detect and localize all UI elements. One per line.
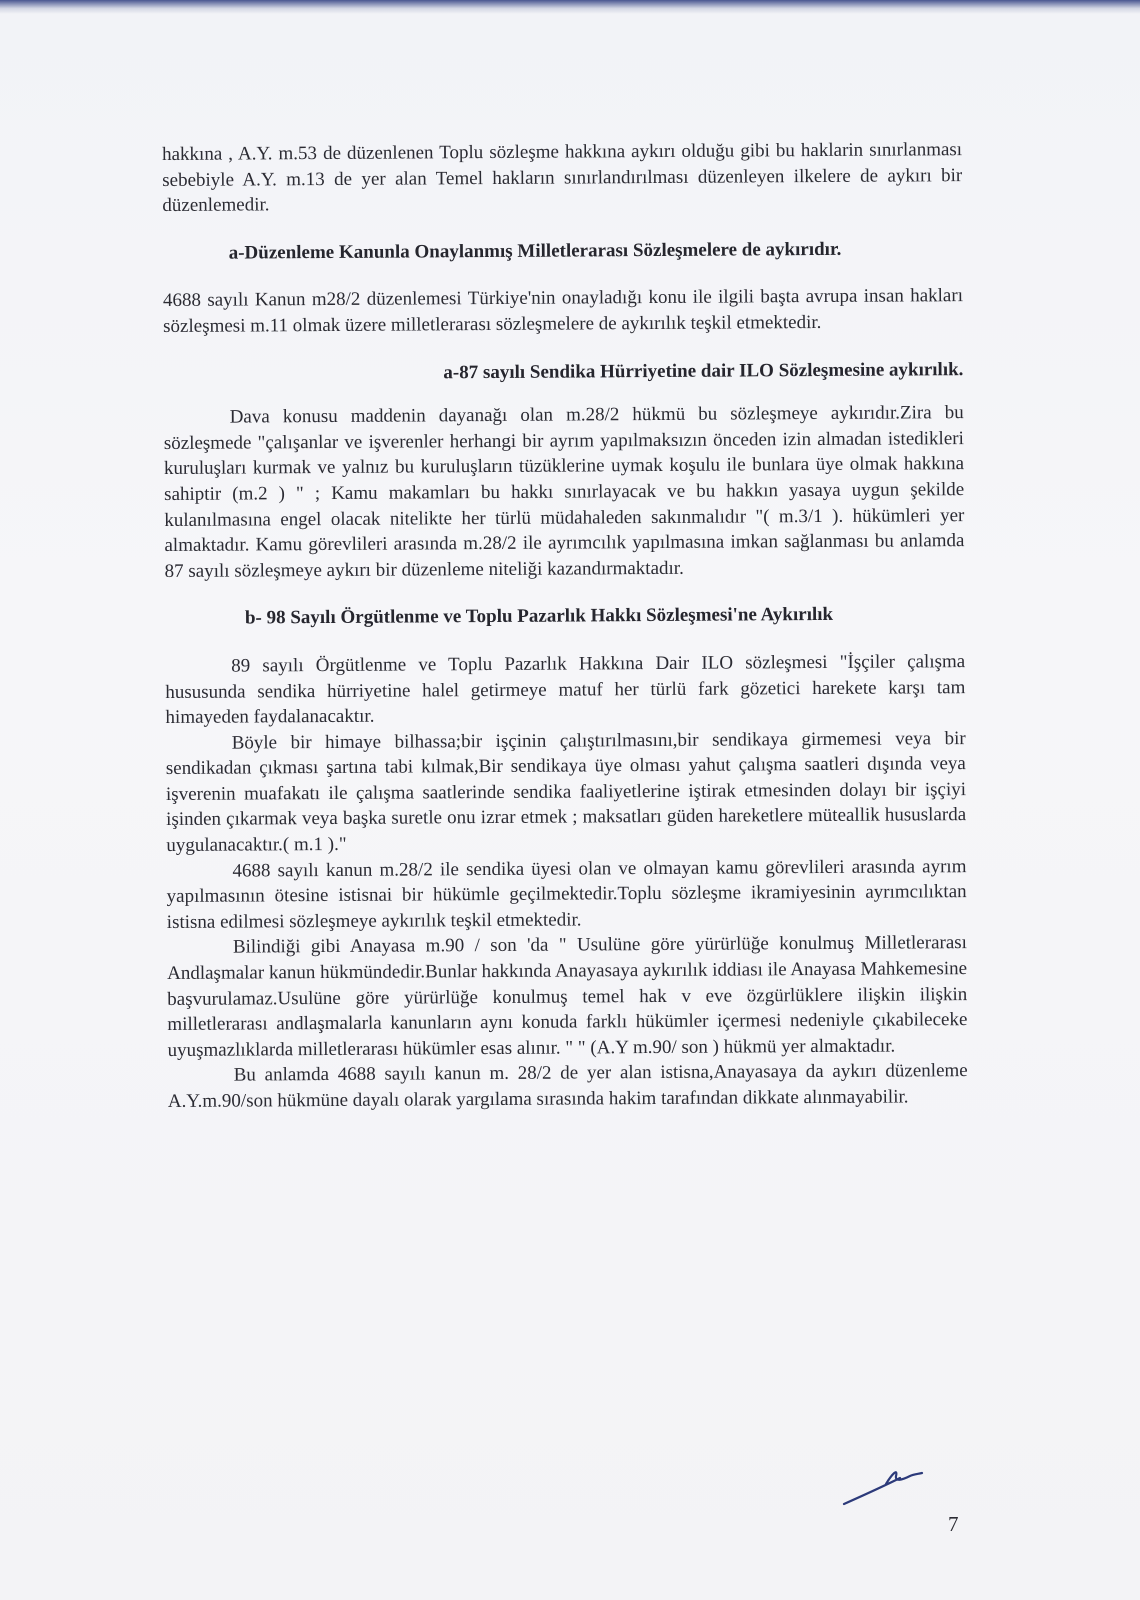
heading-ilo-87: a-87 sayılı Sendika Hürriyetine dair ILO Sözleşmesine aykırılık. <box>443 358 964 383</box>
page-number: 7 <box>948 1512 959 1536</box>
paragraph-ilo-89: 89 sayılı Örgütlenme ve Toplu Pazarlık Hakkına Dair ILO sözleşmesi "İşçiler çalışma hususunda sendika hürriyetine halel getirmeye matuf her türlü fark gözetici harekete karşı tam himayeden faydalanacaktır. <box>165 651 966 729</box>
page-body <box>162 137 968 1114</box>
paragraph-protection: Böyle bir himaye bilhassa;bir işçinin çalıştırılmasını,bir sendikaya girmemesi veya bir sendikadan çıkması şartına tabi kılmak,Bir sendikaya üye olması yahut çalışma saatleri dışında veya işverenin muafakatı ile çalışma saatlerinde sendika faaliyetlerine iştirak etmesinden dolayı bir işçiyi işinden çıkarmak veya başka suretle onu izrar etmek ; maksatları güden hareketlere müteallik hususlarda uygulanacaktır.( m.1 )." <box>165 727 967 857</box>
paragraph-conclusion: Bu anlamda 4688 sayılı kanun m. 28/2 de yer alan istisna,Anayasaya da aykırı düzenleme A.Y.m.90/son hükmüne dayalı olarak yargılama sırasında hakim tarafından dikkate alınmayabilir. <box>167 1060 968 1112</box>
heading-international-conventions: a-Düzenleme Kanunla Onaylanmış Milletlerarası Sözleşmelere de aykırıdır. <box>228 238 842 264</box>
scan-edge <box>0 0 1140 14</box>
paragraph-4688-conventions: 4688 sayılı Kanun m28/2 düzenlemesi Türkiye'nin onayladığı konu ile ilgili başta avrupa insan hakları sözleşmesi m.11 olmak üzere milletlerarası sözleşmelere de aykırılık teşkil etmektedir. <box>162 285 964 337</box>
paragraph-4688-exception: 4688 sayılı kanun m.28/2 ile sendika üyesi olan ve olmayan kamu görevlileri arasında ayrım yapılmasının ötesine istisnai bir hükümle geçilmektedir.Toplu sözleşme ikramiyesinin ayrımcılıktan istisna edilmesi sözleşmeye aykırılık teşkil etmektedir. <box>166 855 967 933</box>
heading-ilo-98: b- 98 Sayılı Örgütlenme ve Toplu Pazarlık Hakkı Sözleşmesi'ne Aykırılık <box>244 604 834 629</box>
paragraph-ilo-87: Dava konusu maddenin dayanağı olan m.28/2 hükmü bu sözleşmeye aykırıdır.Zira bu sözleşmede "çalışanlar ve işverenler herhangi bir ayrım yapılmaksızın önceden izin almadan istedikleri kuruluşları kurmak ve yalnız bu kuruluşların tüzüklerine uymak koşulu ile bunlara üye olmak hakkına sahiptir (m.2 ) " ; Kamu makamları bu hakkı sınırlayacak ve bu hakkın yasaya uygun şekilde kulanılmasına engel olacak nitelikte her türlü müdahaleden sakınmalıdır "( m.3/1 ). hükümleri yer almaktadır. Kamu görevlileri arasında m.28/2 ile ayrımcılık yapılmasına imkan sağlanması bu anlamda 87 sayılı sözleşmeye aykırı bir düzenleme niteliği kazandırmaktadır. <box>163 402 965 582</box>
signature-mark <box>840 1462 924 1508</box>
paragraph-continuation: hakkına , A.Y. m.53 de düzenlenen Toplu sözleşme hakkına aykırı olduğu gibi bu haklarin sınırlanması sebebiyle A.Y. m.13 de yer alan Temel hakların sınırlandırılması düzenleyen ilkelere de aykırı bir düzenlemedir. <box>162 139 963 217</box>
paragraph-constitution-90: Bilindiği gibi Anayasa m.90 / son 'da " Usulüne göre yürürlüğe konulmuş Milletlerarası Andlaşmalar kanun hükmündedir.Bunlar hakkında Anayasaya aykırılık iddiası ile Anayasa Mahkemesine başvurulamaz.Usulüne göre yürürlüğe konulmuş temel hak v eve özgürlüklere ilişkin ilişkin milletlerarası andlaşmalarla kanunların aynı konuda farklı hükümler içermesi nedeniyle çıkabileceke uyuşmazlıklarda milletlerarası hükümler esas alınır. " " (A.Y m.90/ son ) hükmü yer almaktadır. <box>167 932 968 1061</box>
